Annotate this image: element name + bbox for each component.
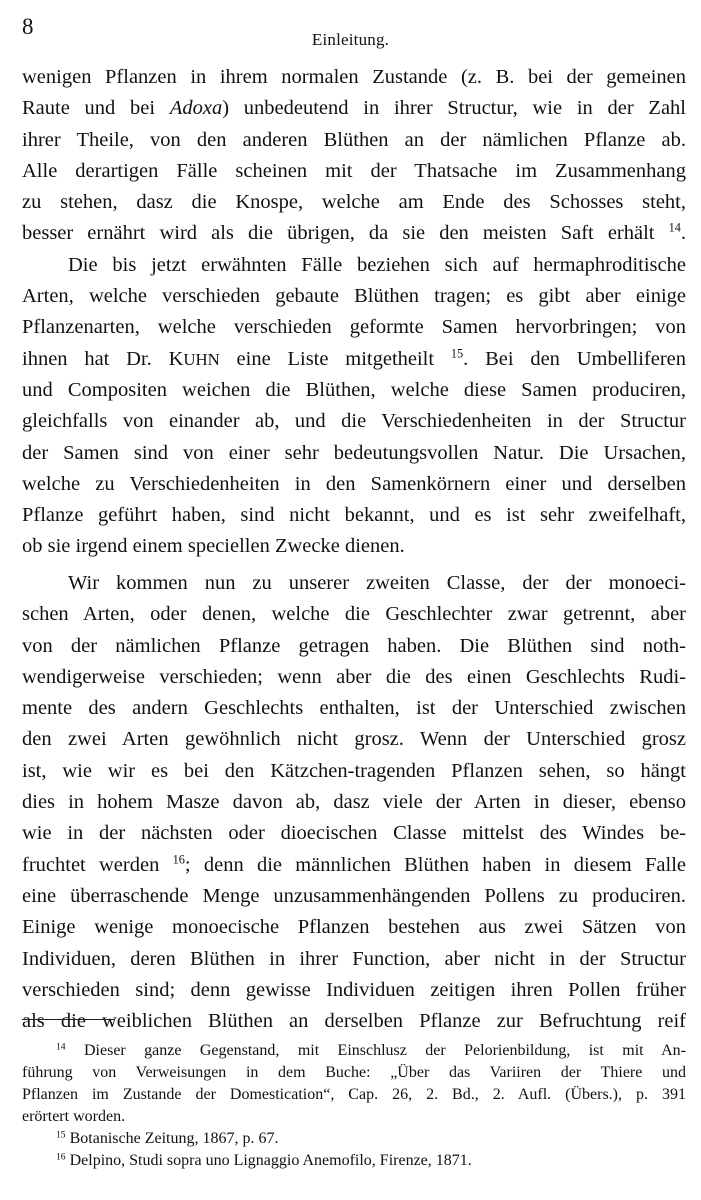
text-line: besser ernährt wird als die übrigen, da sie den meisten Saft erhält $^{14}$. <box>22 221 686 245</box>
footnote-marker-15: 15 <box>56 1129 66 1141</box>
text-span: besser ernährt wird als die übrigen, da sie den meisten Saft erhält <box>22 222 655 245</box>
footnote-15 <box>22 1128 686 1150</box>
footnote-ref-16[interactable]: 16 <box>172 852 185 867</box>
paragraph-1 <box>22 62 686 563</box>
running-head: Einleitung. <box>311 30 390 49</box>
text-line: wenigen Pflanzen in ihrem normalen Zustande (z. B. bei der gemeinen <box>22 66 686 88</box>
text-line: Alle derartigen Fälle scheinen mit der Thatsache im Zusammenhang <box>22 159 686 182</box>
text-span: Dieser ganze Gegenstand, mit Einschlusz der Pelorienbildung, ist mit An- <box>84 1042 686 1059</box>
text-line: gleichfalls von einander ab, und die Verschiedenheiten in der Structur <box>22 410 686 433</box>
footnotes <box>22 1040 686 1172</box>
page-number: 8 <box>22 14 34 39</box>
footnote-marker-16: 16 <box>56 1151 66 1163</box>
text-line: ihrer Theile, von den anderen Blüthen an der nämlichen Pflanze ab. <box>22 128 686 151</box>
footnote-14-line <box>22 1040 686 1062</box>
footnote-14-line: Pflanzen im Zustande der Domestication“, Cap. 26, 2. Bd., 2. Aufl. (Übers.), p. 391 <box>22 1086 686 1103</box>
text-line: mente des andern Geschlechts enthalten, ist der Unterschied zwischen <box>22 697 686 720</box>
text-line: den zwei Arten gewöhnlich nicht grosz. Wenn der Unterschied grosz <box>22 728 686 751</box>
text-line: ihnen hat Dr. KUHN eine Liste mitgetheilt $^{15}$. Bei den Umbelliferen <box>22 346 686 370</box>
text-line: Individuen, deren Blüthen in ihrer Function, aber nicht in der Structur <box>22 947 686 970</box>
text-line: Arten, welche verschieden gebaute Blüthen tragen; es gibt aber einige <box>22 285 686 308</box>
footnote-ref-15[interactable]: 15 <box>450 346 464 361</box>
text-line: Pflanze geführt haben, sind nicht bekannt, und es ist sehr zweifelhaft, <box>22 504 686 527</box>
text-line: dies in hohem Masze davon ab, dasz viele der Arten in dieser, ebenso <box>22 791 686 814</box>
text-line: der Samen sind von einer sehr bedeutungsvollen Natur. Die Ursachen, <box>22 441 686 464</box>
text-line: welche zu Verschiedenheiten in den Samenkörnern einer und derselben <box>22 472 686 495</box>
text-line: ob sie irgend einem speciellen Zwecke dienen. <box>22 535 405 558</box>
footnote-14-line: führung von Verweisungen in dem Buche: „Über das Variiren der Thiere und <box>22 1064 686 1081</box>
footnote-marker-14: 14 <box>56 1041 66 1053</box>
text-line: ist, wie wir es bei den Kätzchen-tragenden Pflanzen sehen, so hängt <box>22 759 686 782</box>
footnote-14-line: erörtert worden. <box>22 1108 126 1125</box>
text-line: Einige wenige monoecische Pflanzen bestehen aus zwei Sätzen von <box>22 916 686 939</box>
text-line: Die bis jetzt erwähnten Fälle beziehen sich auf hermaphroditische <box>68 253 686 276</box>
text-span: fruchtet werden <box>22 853 160 876</box>
text-line: Wir kommen nun zu unserer zweiten Classe, der der monoeci- <box>68 572 686 594</box>
text-line: wie in der nächsten oder dioecischen Classe mittelst des Windes be- <box>22 822 686 845</box>
footnote-16 <box>22 1150 686 1172</box>
text-line: Pflanzenarten, welche verschieden geformte Samen hervorbringen; von <box>22 316 686 339</box>
text-span: Bei den Umbelliferen <box>485 347 686 370</box>
text-line: als die weiblichen Blüthen an derselben Pflanze zur Befruchtung reif <box>22 1010 686 1033</box>
text-span: Delpino, Studi sopra uno Lignaggio Anemofilo, Firenze, 1871. <box>69 1152 472 1169</box>
footnote-divider <box>22 1019 114 1020</box>
text-line: zu stehen, dasz die Knospe, welche am Ende des Schosses steht, <box>22 191 686 214</box>
text-line: von der nämlichen Pflanze getragen haben. Die Blüthen sind noth- <box>22 634 686 657</box>
text-line: und Compositen weichen die Blüthen, welche diese Samen produciren, <box>22 378 686 401</box>
text-line: Raute und bei Adoxa) unbedeutend in ihrer Structur, wie in der Zahl <box>22 97 686 120</box>
text-line <box>22 850 686 881</box>
footnote-ref-14[interactable]: 14 <box>668 221 681 236</box>
text-line: eine überraschende Menge unzusammenhängenden Pollens zu produciren. <box>22 884 686 907</box>
text-span: ; denn die männlichen Blüthen haben in diesem Falle <box>184 853 686 876</box>
text-line: wendigerweise verschieden; wenn aber die des einen Geschlechts Rudi- <box>22 665 686 688</box>
text-span: Botanische Zeitung, 1867, p. 67. <box>69 1130 279 1147</box>
text-line: verschieden sind; denn gewisse Individuen zeitigen ihren Pollen früher <box>22 978 686 1001</box>
text-line: schen Arten, oder denen, welche die Geschlechter zwar getrennt, aber <box>22 603 686 626</box>
paragraph-2 <box>22 568 686 1037</box>
